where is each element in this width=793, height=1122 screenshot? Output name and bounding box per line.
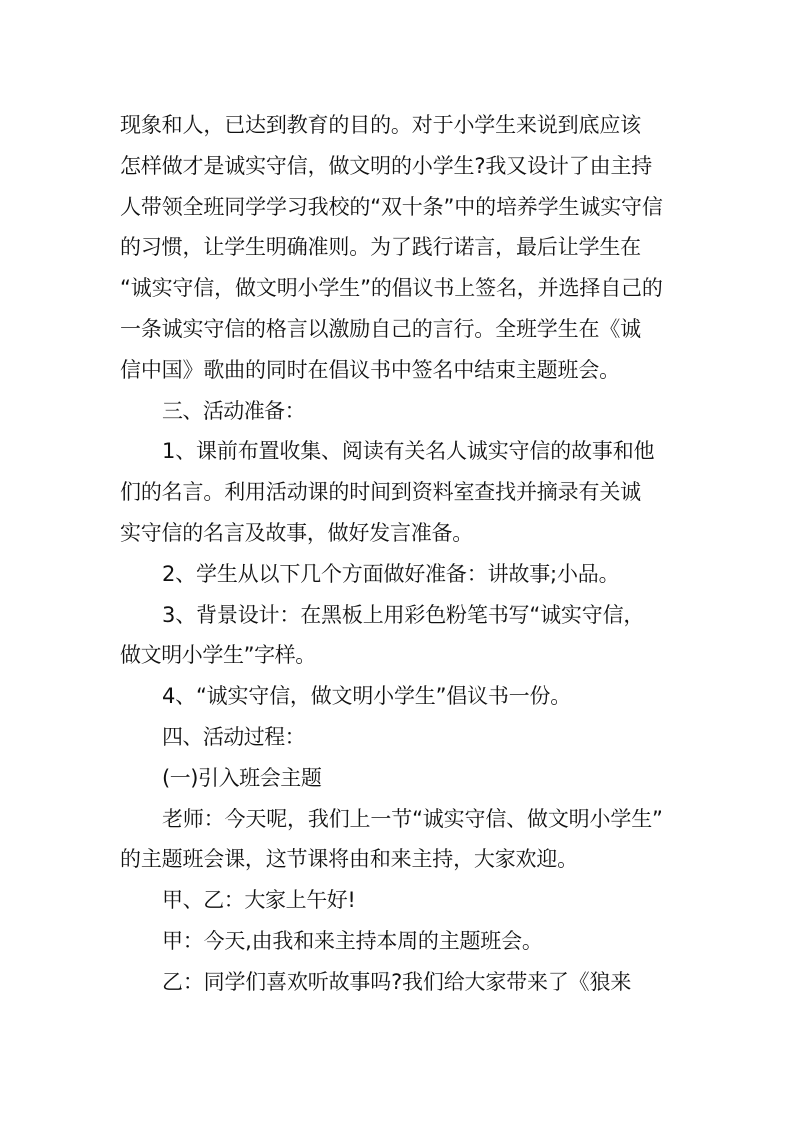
text-line: 信中国》歌曲的同时在倡议书中签名中结束主题班会。	[120, 357, 620, 382]
text-line: 3、背景设计：在黑板上用彩色粉笔书写“诚实守信，	[162, 602, 645, 627]
text-line: 甲、乙：大家上午好!	[162, 888, 356, 913]
text-line: 怎样做才是诚实守信，做文明的小学生?我又设计了由主持	[120, 153, 653, 178]
text-line: 人带领全班同学学习我校的“双十条”中的培养学生诚实守信	[120, 194, 663, 219]
text-line: 们的名言。利用活动课的时间到资料室查找并摘录有关诚	[120, 480, 641, 505]
text-line: 做文明小学生”字样。	[120, 643, 316, 668]
text-line: 4、“诚实守信，做文明小学生”倡议书一份。	[162, 684, 572, 709]
text-line: 四、活动过程：	[162, 724, 305, 749]
text-line: “诚实守信，做文明小学生”的倡议书上签名，并选择自己的	[120, 276, 663, 301]
text-line: 现象和人，已达到教育的目的。对于小学生来说到底应该	[120, 113, 641, 137]
text-line: 乙：同学们喜欢听故事吗?我们给大家带来了《狼来	[162, 969, 632, 994]
text-line: 2、学生从以下几个方面做好准备：讲故事;小品。	[162, 561, 620, 586]
text-line: 甲：今天,由我和来主持本周的主题班会。	[162, 928, 543, 953]
text-line: 实守信的名言及故事，做好发言准备。	[120, 520, 473, 545]
text-line: 的主题班会课，这节课将由和来主持，大家欢迎。	[120, 847, 578, 872]
text-line: 三、活动准备：	[162, 398, 305, 423]
text-line: (一)引入班会主题	[162, 765, 322, 790]
text-line: 1、课前布置收集、阅读有关名人诚实守信的故事和他	[162, 439, 655, 464]
text-line: 的习惯，让学生明确准则。为了践行诺言，最后让学生在	[120, 235, 641, 260]
document-body	[120, 105, 680, 1003]
text-line: 老师：今天呢，我们上一节“诚实守信、做文明小学生”	[162, 806, 663, 831]
text-line: 一条诚实守信的格言以激励自己的言行。全班学生在《诚	[120, 316, 641, 341]
